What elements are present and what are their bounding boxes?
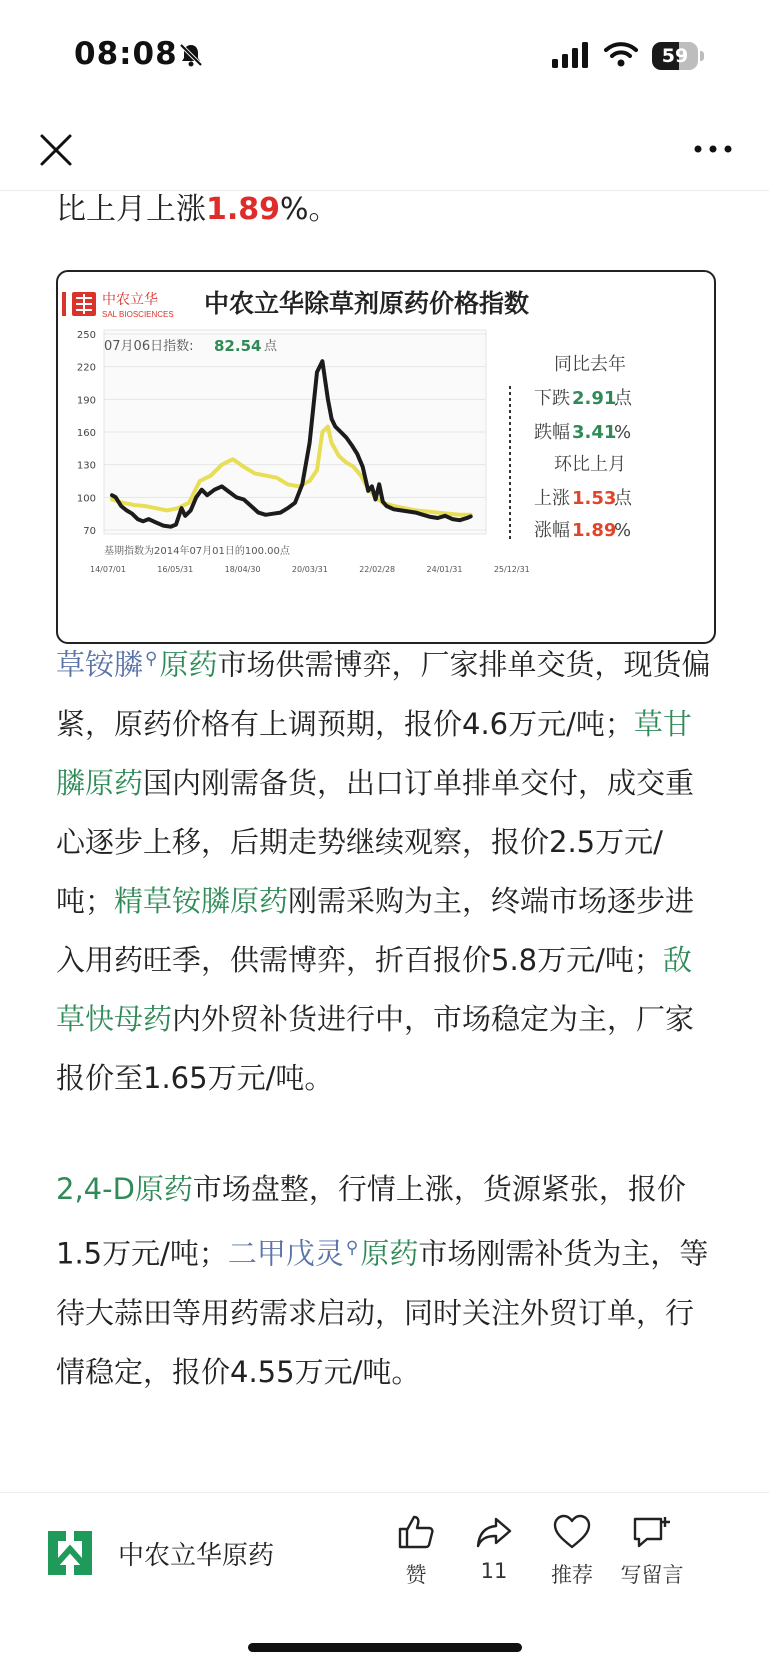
chart-title: 中农立华除草剂原药价格指数: [204, 289, 530, 318]
para1-text-4: 内外贸补货进行中，市场稳定为主，厂家报价至1.65万元/吨。: [56, 1001, 695, 1095]
x-tick-label: 24/01/31: [426, 565, 463, 574]
para1-text-2: 国内刚需备货，出口订单排单交付，成交重心逐步上移，后期走势继续观察，报价2.5万元/吨；: [56, 765, 695, 918]
y-tick-label: 70: [83, 526, 96, 537]
y-tick-label: 160: [76, 428, 96, 439]
base-period-note: 基期指数为2014年07月01日的100.00点: [104, 546, 290, 557]
like-button[interactable]: [376, 1513, 456, 1589]
mom-pct-label: 涨幅: [534, 520, 570, 541]
intro-prefix: 比上月上涨: [56, 192, 206, 227]
y-tick-label: 130: [76, 460, 96, 472]
share-button[interactable]: [454, 1513, 534, 1583]
x-tick-label: 20/03/31: [291, 565, 328, 574]
bottom-action-bar: [0, 1492, 769, 1666]
chart-brand-en: SAL BIOSCIENCES: [102, 310, 174, 319]
bell-muted-icon: [178, 42, 204, 68]
close-icon[interactable]: [36, 130, 76, 170]
more-options-icon[interactable]: [690, 134, 736, 164]
para1-text-3: 刚需采购为主，终端市场逐步进入用药旺季，供需博弈，折百报价5.8万元/吨；: [56, 883, 695, 977]
comment-label: 写留言: [620, 1563, 684, 1587]
search-icon[interactable]: ⚲: [345, 1238, 359, 1258]
chart-brand-cn: 中农立华: [102, 292, 158, 308]
para2-text-2: 市场刚需补货为主，等待大蒜田等用药需求启动，同时关注外贸订单，行情稳定，报价4.55万元/吨。: [56, 1236, 709, 1389]
status-time: 08:08: [74, 36, 178, 72]
share-count: 11: [480, 1559, 508, 1583]
y-tick-label: 190: [76, 395, 96, 407]
wifi-icon: [604, 40, 638, 68]
y-tick-label: 250: [76, 330, 96, 341]
status-bar: [0, 0, 769, 110]
yoy-pct-unit: %: [614, 422, 632, 443]
para1-text-1: 市场供需博弈，厂家排单交货，现货偏紧，原药价格有上调预期，报价4.6万元/吨；: [56, 647, 711, 741]
yoy-pct-value: 3.41: [572, 422, 617, 443]
mom-title: 环比上月: [554, 454, 626, 475]
keyword-link-diquat[interactable]: 敌草快母药: [56, 942, 692, 1036]
intro-value: 1.89: [206, 192, 281, 227]
keyword-link-technical-2[interactable]: 原药: [360, 1236, 419, 1271]
heart-icon: [552, 1513, 592, 1551]
price-index-chart[interactable]: [56, 270, 716, 644]
chart-canvas: [58, 272, 714, 642]
y-tick-label: 100: [76, 493, 96, 505]
like-label: 赞: [405, 1563, 427, 1587]
x-tick-label: 18/04/30: [224, 565, 261, 574]
keyword-link-glufosinate[interactable]: 草铵膦: [56, 647, 144, 682]
keyword-link-glyphosate[interactable]: 草甘膦原药: [56, 706, 692, 800]
recommend-button[interactable]: [532, 1513, 612, 1589]
recommend-label: 推荐: [551, 1563, 593, 1587]
keyword-link-pendimethalin[interactable]: 二甲戊灵: [227, 1236, 344, 1271]
battery-percent: 59: [661, 45, 689, 67]
top-nav-bar: [0, 110, 769, 191]
yoy-pct-label: 跌幅: [534, 422, 570, 443]
para2-text-1: 市场盘整，行情上涨，货源紧张，报价1.5万元/吨；: [56, 1172, 686, 1271]
comment-button[interactable]: [612, 1513, 692, 1589]
comment-add-icon: [631, 1513, 673, 1551]
battery-indicator: [652, 42, 706, 70]
current-index-label: 07月06日指数:: [104, 339, 194, 354]
cellular-signal-icon: [552, 42, 590, 68]
x-tick-label: 14/07/01: [90, 565, 126, 574]
current-index-unit: 点: [264, 339, 278, 354]
x-tick-label: 22/02/28: [359, 565, 396, 574]
home-indicator: [248, 1643, 522, 1652]
mom-change-label: 上涨: [534, 488, 570, 509]
account-logo-icon[interactable]: [44, 1527, 96, 1579]
mom-pct-value: 1.89: [572, 520, 617, 541]
mom-pct-unit: %: [614, 520, 632, 541]
mom-change-value: 1.53: [572, 488, 617, 509]
yoy-change-label: 下跌: [534, 388, 570, 409]
keyword-link-technical[interactable]: 原药: [159, 647, 218, 682]
y-tick-label: 220: [76, 362, 96, 374]
keyword-link-24d[interactable]: 2,4-D原药: [56, 1172, 193, 1206]
x-tick-label: 16/05/31: [157, 565, 194, 574]
yoy-change-unit: 点: [614, 388, 632, 409]
article-paragraph-1: [56, 630, 718, 1108]
x-tick-label: 25/12/31: [493, 565, 530, 574]
article-intro: [56, 185, 716, 235]
yoy-change-value: 2.91: [572, 388, 617, 409]
keyword-link-l-glufosinate[interactable]: 精草铵膦原药: [114, 883, 289, 918]
mom-change-unit: 点: [614, 488, 632, 509]
share-arrow-icon: [474, 1513, 514, 1551]
thumbs-up-icon: [396, 1513, 436, 1551]
intro-suffix: %。: [280, 192, 339, 227]
account-name[interactable]: 中农立华原药: [118, 1541, 275, 1571]
search-icon[interactable]: ⚲: [145, 649, 158, 669]
yoy-title: 同比去年: [554, 354, 626, 375]
article-paragraph-2: [56, 1160, 718, 1402]
brand-logo-mark: [62, 292, 96, 316]
current-index-value: 82.54: [214, 337, 262, 355]
